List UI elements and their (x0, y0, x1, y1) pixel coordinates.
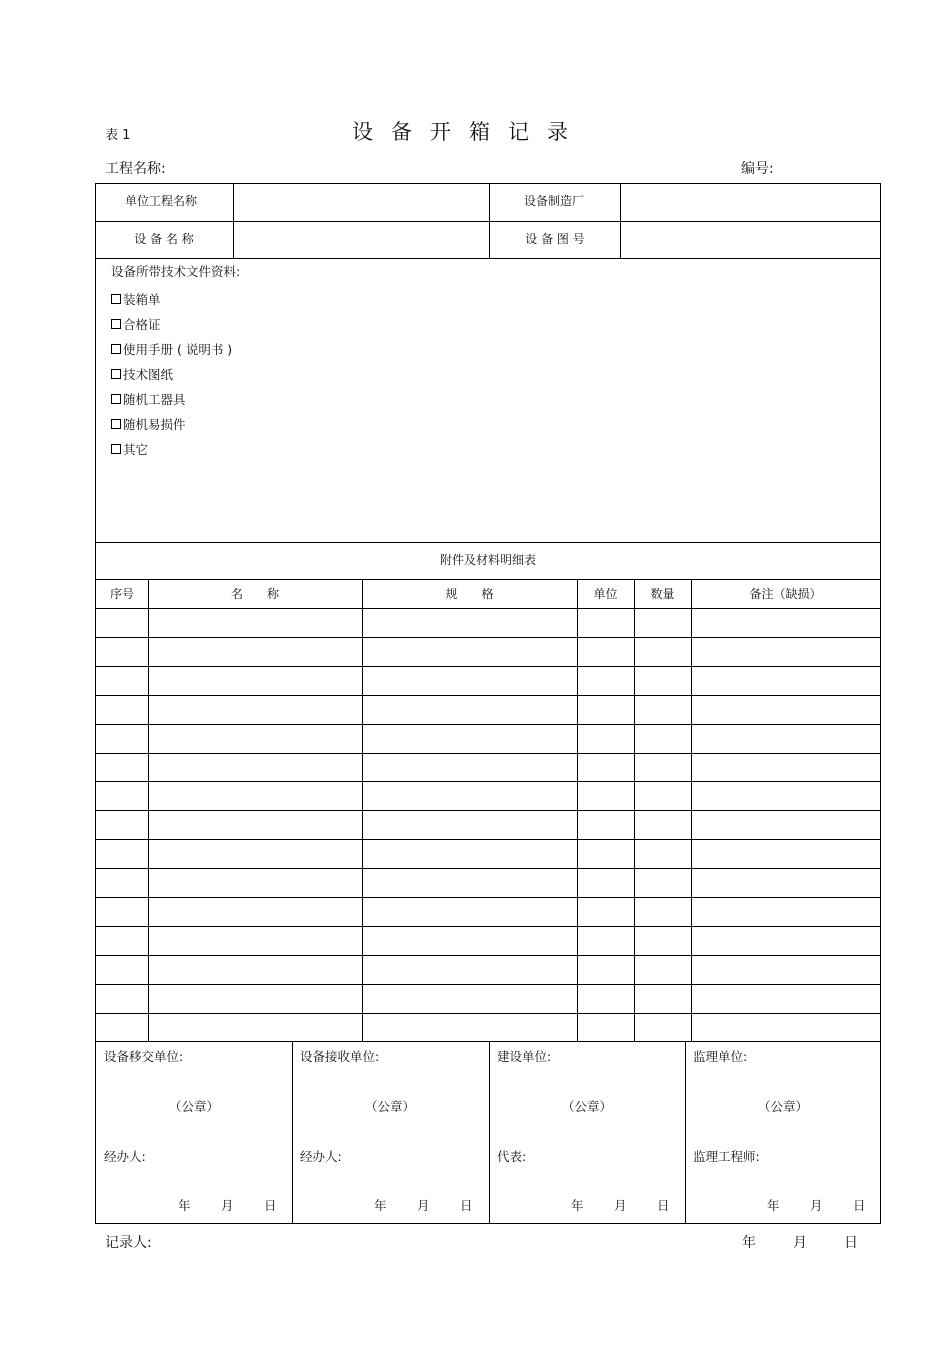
year-label: 年 (374, 1198, 387, 1213)
checkbox[interactable] (111, 419, 121, 429)
drawing-number-field[interactable] (620, 221, 880, 258)
seal-label: （公章） (561, 1099, 613, 1114)
unit-project-field[interactable] (233, 184, 488, 221)
drawing-number-label: 设 备 图 号 (525, 232, 585, 246)
month-label: 月 (417, 1198, 430, 1213)
checkbox[interactable] (111, 344, 121, 354)
column-header: 名 称 (230, 587, 280, 601)
doc-item-label: 装箱单 (123, 291, 161, 307)
checkbox[interactable] (111, 394, 121, 404)
doc-item-label: 使用手册 ( 说明书 ) (123, 341, 233, 357)
page-title: 设备开箱记录 (352, 120, 586, 144)
doc-item-label: 技术图纸 (123, 366, 174, 382)
signature-unit-label: 建设单位: (497, 1049, 552, 1064)
record-form (95, 183, 881, 1224)
doc-checklist-item (111, 411, 240, 436)
column-header: 单位 (593, 587, 618, 601)
seal-label: （公章） (364, 1099, 416, 1114)
table-row[interactable] (96, 608, 880, 637)
checkbox[interactable] (111, 294, 121, 304)
table-row[interactable] (96, 753, 880, 782)
doc-checklist-item (111, 336, 240, 361)
doc-checklist-item (111, 311, 240, 336)
recorder-label: 记录人: (105, 1235, 152, 1251)
doc-item-label: 合格证 (123, 316, 161, 332)
signature-unit-label: 设备移交单位: (104, 1049, 184, 1064)
record-number-label: 编号: (741, 161, 774, 177)
table-row[interactable] (96, 724, 880, 753)
day-label: 日 (853, 1198, 866, 1213)
signature-person-label: 经办人: (300, 1149, 342, 1164)
year-label: 年 (742, 1235, 756, 1251)
year-label: 年 (571, 1198, 584, 1213)
checkbox[interactable] (111, 369, 121, 379)
day-label: 日 (657, 1198, 670, 1213)
doc-item-label: 随机易损件 (123, 416, 186, 432)
manufacturer-label: 设备制造厂 (523, 194, 585, 208)
table-row[interactable] (96, 637, 880, 666)
signature-unit-label: 设备接收单位: (300, 1049, 380, 1064)
equipment-name-field[interactable] (233, 221, 488, 258)
column-header: 备注（缺损） (749, 587, 822, 601)
detail-table-title: 附件及材料明细表 (439, 553, 537, 567)
month-label: 月 (810, 1198, 823, 1213)
project-name-label: 工程名称: (105, 161, 166, 177)
divider (96, 579, 880, 580)
signature-person-label: 代表: (497, 1149, 527, 1164)
doc-checklist-item (111, 436, 240, 461)
table-row[interactable] (96, 955, 880, 984)
unit-project-label: 单位工程名称 (124, 194, 198, 208)
seal-label: （公章） (168, 1099, 220, 1114)
tech-docs-section (111, 262, 240, 461)
record-date (742, 1232, 858, 1252)
equipment-name-label: 设 备 名 称 (134, 232, 194, 246)
table-row[interactable] (96, 695, 880, 724)
doc-checklist-item (111, 386, 240, 411)
doc-checklist-item (111, 361, 240, 386)
divider (96, 258, 880, 259)
doc-item-label: 随机工器具 (123, 391, 186, 407)
table-row[interactable] (96, 666, 880, 695)
column-header: 数量 (650, 587, 675, 601)
seal-label: （公章） (757, 1099, 809, 1114)
divider (489, 1041, 490, 1223)
month-label: 月 (221, 1198, 234, 1213)
signature-person-label: 经办人: (104, 1149, 146, 1164)
doc-item-label: 其它 (123, 441, 149, 457)
tech-docs-heading: 设备所带技术文件资料: (111, 264, 241, 279)
day-label: 日 (264, 1198, 277, 1213)
table-row[interactable] (96, 781, 880, 810)
divider (489, 184, 490, 258)
table-row[interactable] (96, 810, 880, 839)
form-code: 表 1 (105, 128, 131, 143)
manufacturer-field[interactable] (620, 184, 880, 221)
table-row[interactable] (96, 926, 880, 955)
checkbox[interactable] (111, 444, 121, 454)
month-label: 月 (614, 1198, 627, 1213)
signature-person-label: 监理工程师: (693, 1149, 760, 1164)
divider (685, 1041, 686, 1223)
column-header: 规 格 (445, 587, 494, 601)
table-row[interactable] (96, 839, 880, 868)
column-header: 序号 (109, 587, 135, 601)
table-row[interactable] (96, 868, 880, 897)
month-label: 月 (793, 1235, 807, 1251)
day-label: 日 (844, 1235, 858, 1251)
table-row[interactable] (96, 1013, 880, 1042)
table-row[interactable] (96, 897, 880, 926)
year-label: 年 (767, 1198, 780, 1213)
divider (292, 1041, 293, 1223)
tech-docs-list (111, 286, 240, 461)
divider (96, 1041, 880, 1042)
checkbox[interactable] (111, 319, 121, 329)
divider (96, 542, 880, 543)
day-label: 日 (460, 1198, 473, 1213)
doc-checklist-item (111, 286, 240, 311)
year-label: 年 (178, 1198, 191, 1213)
table-row[interactable] (96, 984, 880, 1013)
signature-unit-label: 监理单位: (693, 1049, 748, 1064)
